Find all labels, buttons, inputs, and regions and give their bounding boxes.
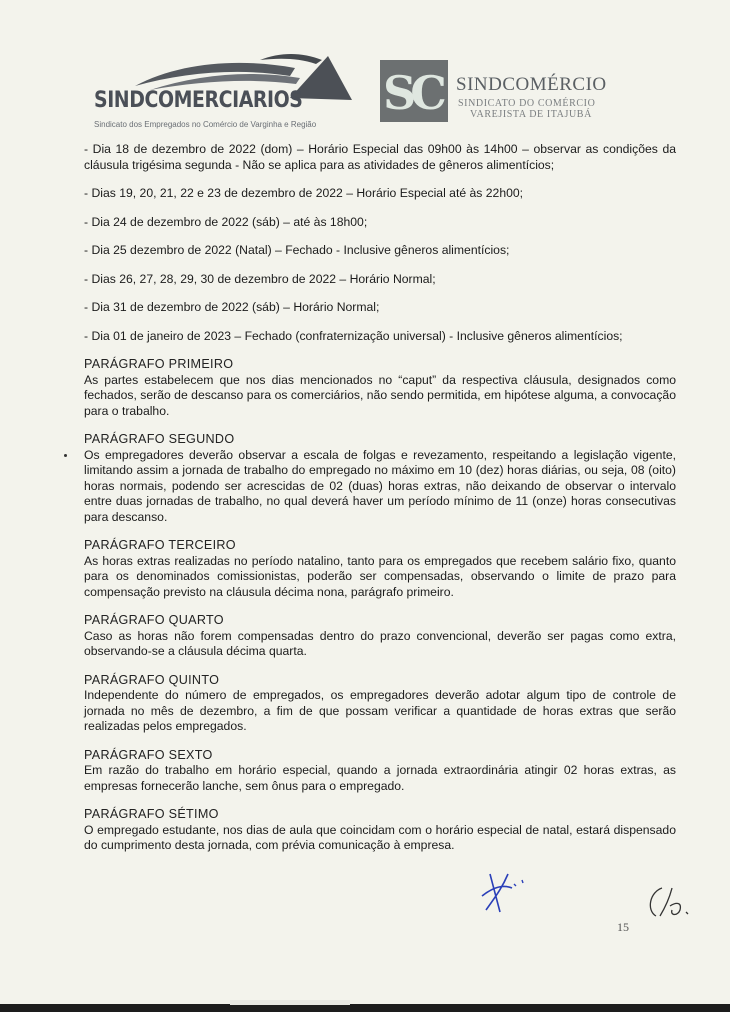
date-item: - Dias 19, 20, 21, 22 e 23 de dezembro de 2022 – Horário Especial até às 22h00; (84, 186, 524, 200)
clause-title: PARÁGRAFO TERCEIRO (84, 538, 236, 552)
clause-text: Independente do número de empregados, os empregadores deverão adotar algum tipo de controle de jornada no mês de dezembro, a fim de que possam verificar a quantidade de horas extras que serão realizadas pelos empregados. (84, 688, 676, 733)
clause-text: O empregado estudante, nos dias de aula que coincidam com o horário especial de natal, estará dispensado do cumprimento desta jornada, com prévia comunicação à empresa. (84, 822, 676, 852)
clause-title: PARÁGRAFO SEGUNDO (84, 432, 235, 446)
sindcomerciarios-logo (90, 48, 365, 133)
clause-title: PARÁGRAFO SEXTO (84, 747, 213, 762)
left-logo-name: SINDCOMERCIARIOS (94, 88, 303, 113)
right-logo-subtitle-2: VAREJISTA DE ITAJUBÁ (470, 109, 592, 120)
sindcomercio-logo (380, 60, 640, 130)
scan-edge-highlight (230, 1000, 350, 1005)
scan-edge (0, 1004, 730, 1012)
clause-text: Os empregadores deverão observar a escala de folgas e revezamento, respeitando a legislação vigente, limitando assim a jornada de trabalho do empregado no máximo em 10 (dez) horas diárias, ou seja, 08 (oito) horas normais, podendo ser acrescidas de 02 (duas) horas extras, não deixando de observar o intervalo entre duas jornadas de trabalho, no qual deverá haver um período mínimo de 11 (onze) horas consecutivas para descanso. (84, 447, 676, 524)
right-logo-subtitle-1: SINDICATO DO COMÉRCIO (458, 98, 596, 109)
clause-text: Em razão do trabalho em horário especial, quando a jornada extraordinária atingir 02 horas extras, as empresas fornecerão lanche, sem ônus para o empregado. (84, 763, 676, 793)
clause-title: PARÁGRAFO SÉTIMO (84, 807, 219, 821)
signature-icon (478, 866, 548, 918)
date-item: - Dia 31 de dezembro de 2022 (sáb) – Horário Normal; (84, 300, 380, 314)
clause-paragraph-1 (84, 357, 676, 419)
date-item: - Dia 18 de dezembro de 2022 (dom) – Horário Especial das 09h00 às 14h00 – observar as condições da cláusula trigésima segunda - Não se aplica para as atividades de gêneros alimentícios; (84, 142, 676, 172)
date-item: - Dias 26, 27, 28, 29, 30 de dezembro de 2022 – Horário Normal; (84, 271, 436, 286)
clause-paragraph-2 (84, 432, 676, 525)
clause-paragraph-3 (84, 538, 676, 600)
left-logo-subtitle: Sindicato dos Empregados no Comércio de Varginha e Região (94, 120, 317, 129)
date-item: - Dia 25 dezembro de 2022 (Natal) – Fechado - Inclusive gêneros alimentícios; (84, 243, 510, 257)
sc-monogram-icon (380, 60, 448, 122)
clause-title: PARÁGRAFO PRIMEIRO (84, 357, 234, 371)
clause-text: As horas extras realizadas no período natalino, tanto para os empregados que recebem salário fixo, quanto para os denominados comissionistas, poderão ser compensadas, observando o limite de prazo para compensação previsto na cláusula décima nona, parágrafo primeiro. (84, 553, 676, 599)
clause-title: PARÁGRAFO QUARTO (84, 613, 224, 627)
initials-icon (640, 880, 700, 925)
right-logo-name: SINDCOMÉRCIO (456, 74, 607, 95)
clause-paragraph-4 (84, 613, 676, 660)
clause-paragraph-5 (84, 673, 676, 735)
sc-monogram-text: SC (383, 66, 441, 120)
clause-paragraph-6 (84, 748, 676, 795)
document-body (84, 142, 676, 867)
clause-title: PARÁGRAFO QUINTO (84, 672, 220, 687)
clause-text: As partes estabelecem que nos dias mencionados no “caput” da respectiva cláusula, designados como fechados, serão de descanso para os comerciários, não sendo permitida, em hipótese alguma, a convocação para o trabalho. (84, 372, 676, 418)
date-item: - Dia 24 de dezembro de 2022 (sáb) – até às 18h00; (84, 214, 368, 229)
scan-speck (64, 454, 67, 457)
clause-paragraph-7 (84, 807, 676, 854)
clause-text: Caso as horas não forem compensadas dentro do prazo convencional, deverão ser pagas como extra, observando-se a cláusula décima quarta. (84, 628, 676, 658)
date-item: - Dia 01 de janeiro de 2023 – Fechado (confraternização universal) - Inclusive gêneros alimentícios; (84, 328, 623, 343)
page-number: 15 (617, 920, 629, 934)
